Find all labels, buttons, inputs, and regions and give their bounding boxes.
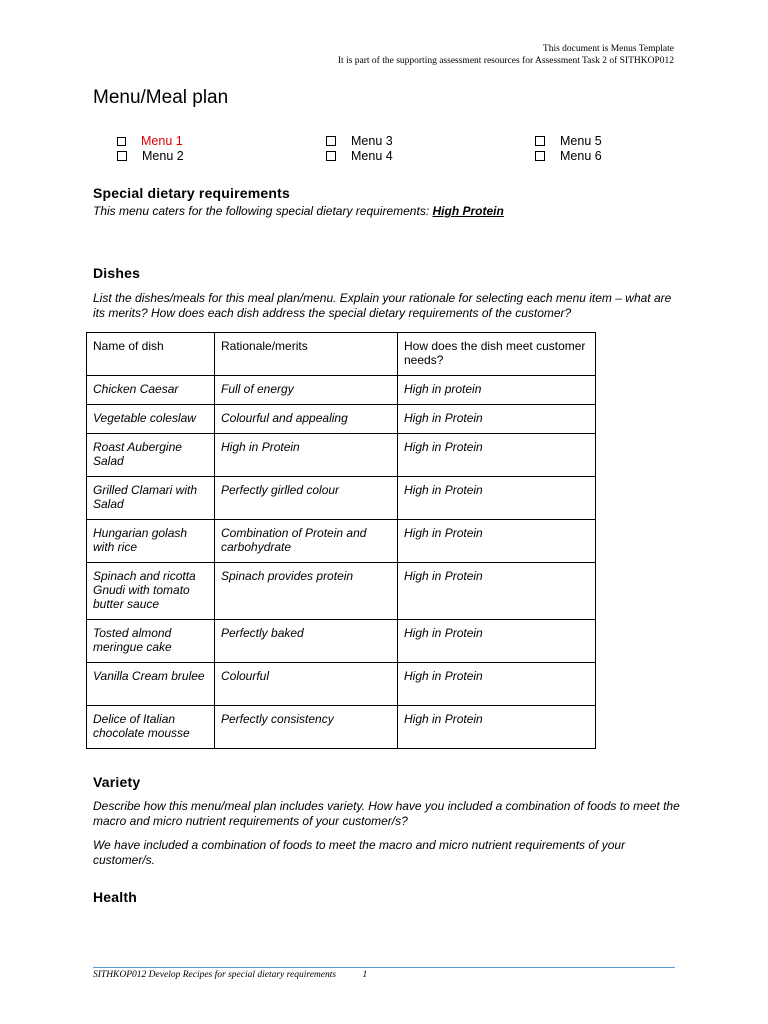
- menu-option-2[interactable]: [117, 149, 184, 163]
- header-line-2: It is part of the supporting assessment resources for Assessment Task 2 of SITHKOP012: [337, 56, 674, 66]
- header-line-1: This document is Menus Template: [542, 44, 674, 54]
- column-header: Rationale/merits: [215, 333, 398, 376]
- checkbox-icon[interactable]: [326, 151, 336, 161]
- page-number: 1: [362, 970, 368, 980]
- special-dietary-intro: This menu caters for the following special dietary requirements:: [93, 204, 430, 218]
- dish-customer-needs[interactable]: High in Protein: [398, 477, 596, 520]
- table-row: [87, 477, 596, 520]
- variety-heading: Variety: [93, 774, 141, 790]
- special-dietary-heading: Special dietary requirements: [93, 185, 291, 201]
- dish-customer-needs[interactable]: High in Protein: [398, 620, 596, 663]
- dish-name[interactable]: Chicken Caesar: [87, 376, 215, 405]
- dish-rationale[interactable]: High in Protein: [215, 434, 398, 477]
- table-header-row: [87, 333, 596, 376]
- column-header: How does the dish meet customer needs?: [398, 333, 596, 376]
- dish-rationale[interactable]: Full of energy: [215, 376, 398, 405]
- table-row: [87, 376, 596, 405]
- dish-rationale[interactable]: Perfectly girlled colour: [215, 477, 398, 520]
- dish-name[interactable]: Roast Aubergine Salad: [87, 434, 215, 477]
- checkbox-icon[interactable]: [117, 151, 127, 161]
- column-header: Name of dish: [87, 333, 215, 376]
- table-row: [87, 563, 596, 620]
- menu-option-5[interactable]: [535, 134, 602, 148]
- special-dietary-text: [93, 204, 683, 219]
- table-row: [87, 434, 596, 477]
- dietary-requirement: High Protein: [432, 204, 504, 218]
- dish-rationale[interactable]: Spinach provides protein: [215, 563, 398, 620]
- dish-rationale[interactable]: Perfectly baked: [215, 620, 398, 663]
- dish-name[interactable]: Hungarian golash with rice: [87, 520, 215, 563]
- variety-question: Describe how this menu/meal plan includes variety. How have you included a combination of foods to meet the macro and micro nutrient requirements of your customer/s?: [93, 799, 680, 828]
- table-row: [87, 706, 596, 749]
- menu-option-label: Menu 3: [351, 134, 393, 148]
- checkbox-icon[interactable]: [326, 136, 336, 146]
- menu-option-label: Menu 1: [141, 134, 183, 148]
- dish-name[interactable]: Vegetable coleslaw: [87, 405, 215, 434]
- menu-option-4[interactable]: [326, 149, 393, 163]
- dishes-table: [86, 332, 596, 749]
- footer-divider: [93, 967, 675, 968]
- dish-name[interactable]: Delice of Italian chocolate mousse: [87, 706, 215, 749]
- dish-customer-needs[interactable]: High in Protein: [398, 434, 596, 477]
- dish-name[interactable]: Spinach and ricotta Gnudi with tomato butter sauce: [87, 563, 215, 620]
- table-row: [87, 520, 596, 563]
- table-row: [87, 663, 596, 706]
- menu-option-label: Menu 6: [560, 149, 602, 163]
- dishes-instructions: List the dishes/meals for this meal plan/menu. Explain your rationale for selecting each menu item – what are its merits? How does each dish address the special dietary requirements of the customer?: [93, 291, 672, 320]
- table-row: [87, 405, 596, 434]
- table-row: [87, 620, 596, 663]
- dish-customer-needs[interactable]: High in Protein: [398, 563, 596, 620]
- page-title: Menu/Meal plan: [93, 87, 229, 108]
- dish-customer-needs[interactable]: High in protein: [398, 376, 596, 405]
- dish-rationale[interactable]: Combination of Protein and carbohydrate: [215, 520, 398, 563]
- dish-rationale[interactable]: Colourful: [215, 663, 398, 706]
- dish-customer-needs[interactable]: High in Protein: [398, 405, 596, 434]
- dish-name[interactable]: Vanilla Cream brulee: [87, 663, 215, 706]
- dish-customer-needs[interactable]: High in Protein: [398, 706, 596, 749]
- menu-option-label: Menu 4: [351, 149, 393, 163]
- dishes-heading: Dishes: [93, 265, 141, 281]
- dish-customer-needs[interactable]: High in Protein: [398, 663, 596, 706]
- dish-name[interactable]: Tosted almond meringue cake: [87, 620, 215, 663]
- checkbox-icon[interactable]: [535, 151, 545, 161]
- footer: [93, 970, 367, 980]
- menu-option-3[interactable]: [326, 134, 393, 148]
- menu-option-6[interactable]: [535, 149, 602, 163]
- dish-customer-needs[interactable]: High in Protein: [398, 520, 596, 563]
- dish-name[interactable]: Grilled Clamari with Salad: [87, 477, 215, 520]
- dish-rationale[interactable]: Colourful and appealing: [215, 405, 398, 434]
- menu-option-label: Menu 2: [142, 149, 184, 163]
- checkbox-icon[interactable]: [117, 137, 126, 146]
- menu-option-1[interactable]: [117, 134, 183, 148]
- health-heading: Health: [93, 889, 137, 905]
- footer-text: SITHKOP012 Develop Recipes for special dietary requirements: [93, 970, 337, 980]
- dish-rationale[interactable]: Perfectly consistency: [215, 706, 398, 749]
- menu-option-label: Menu 5: [560, 134, 602, 148]
- variety-answer[interactable]: We have included a combination of foods to meet the macro and micro nutrient requirements of your customer/s.: [93, 838, 626, 867]
- checkbox-icon[interactable]: [535, 136, 545, 146]
